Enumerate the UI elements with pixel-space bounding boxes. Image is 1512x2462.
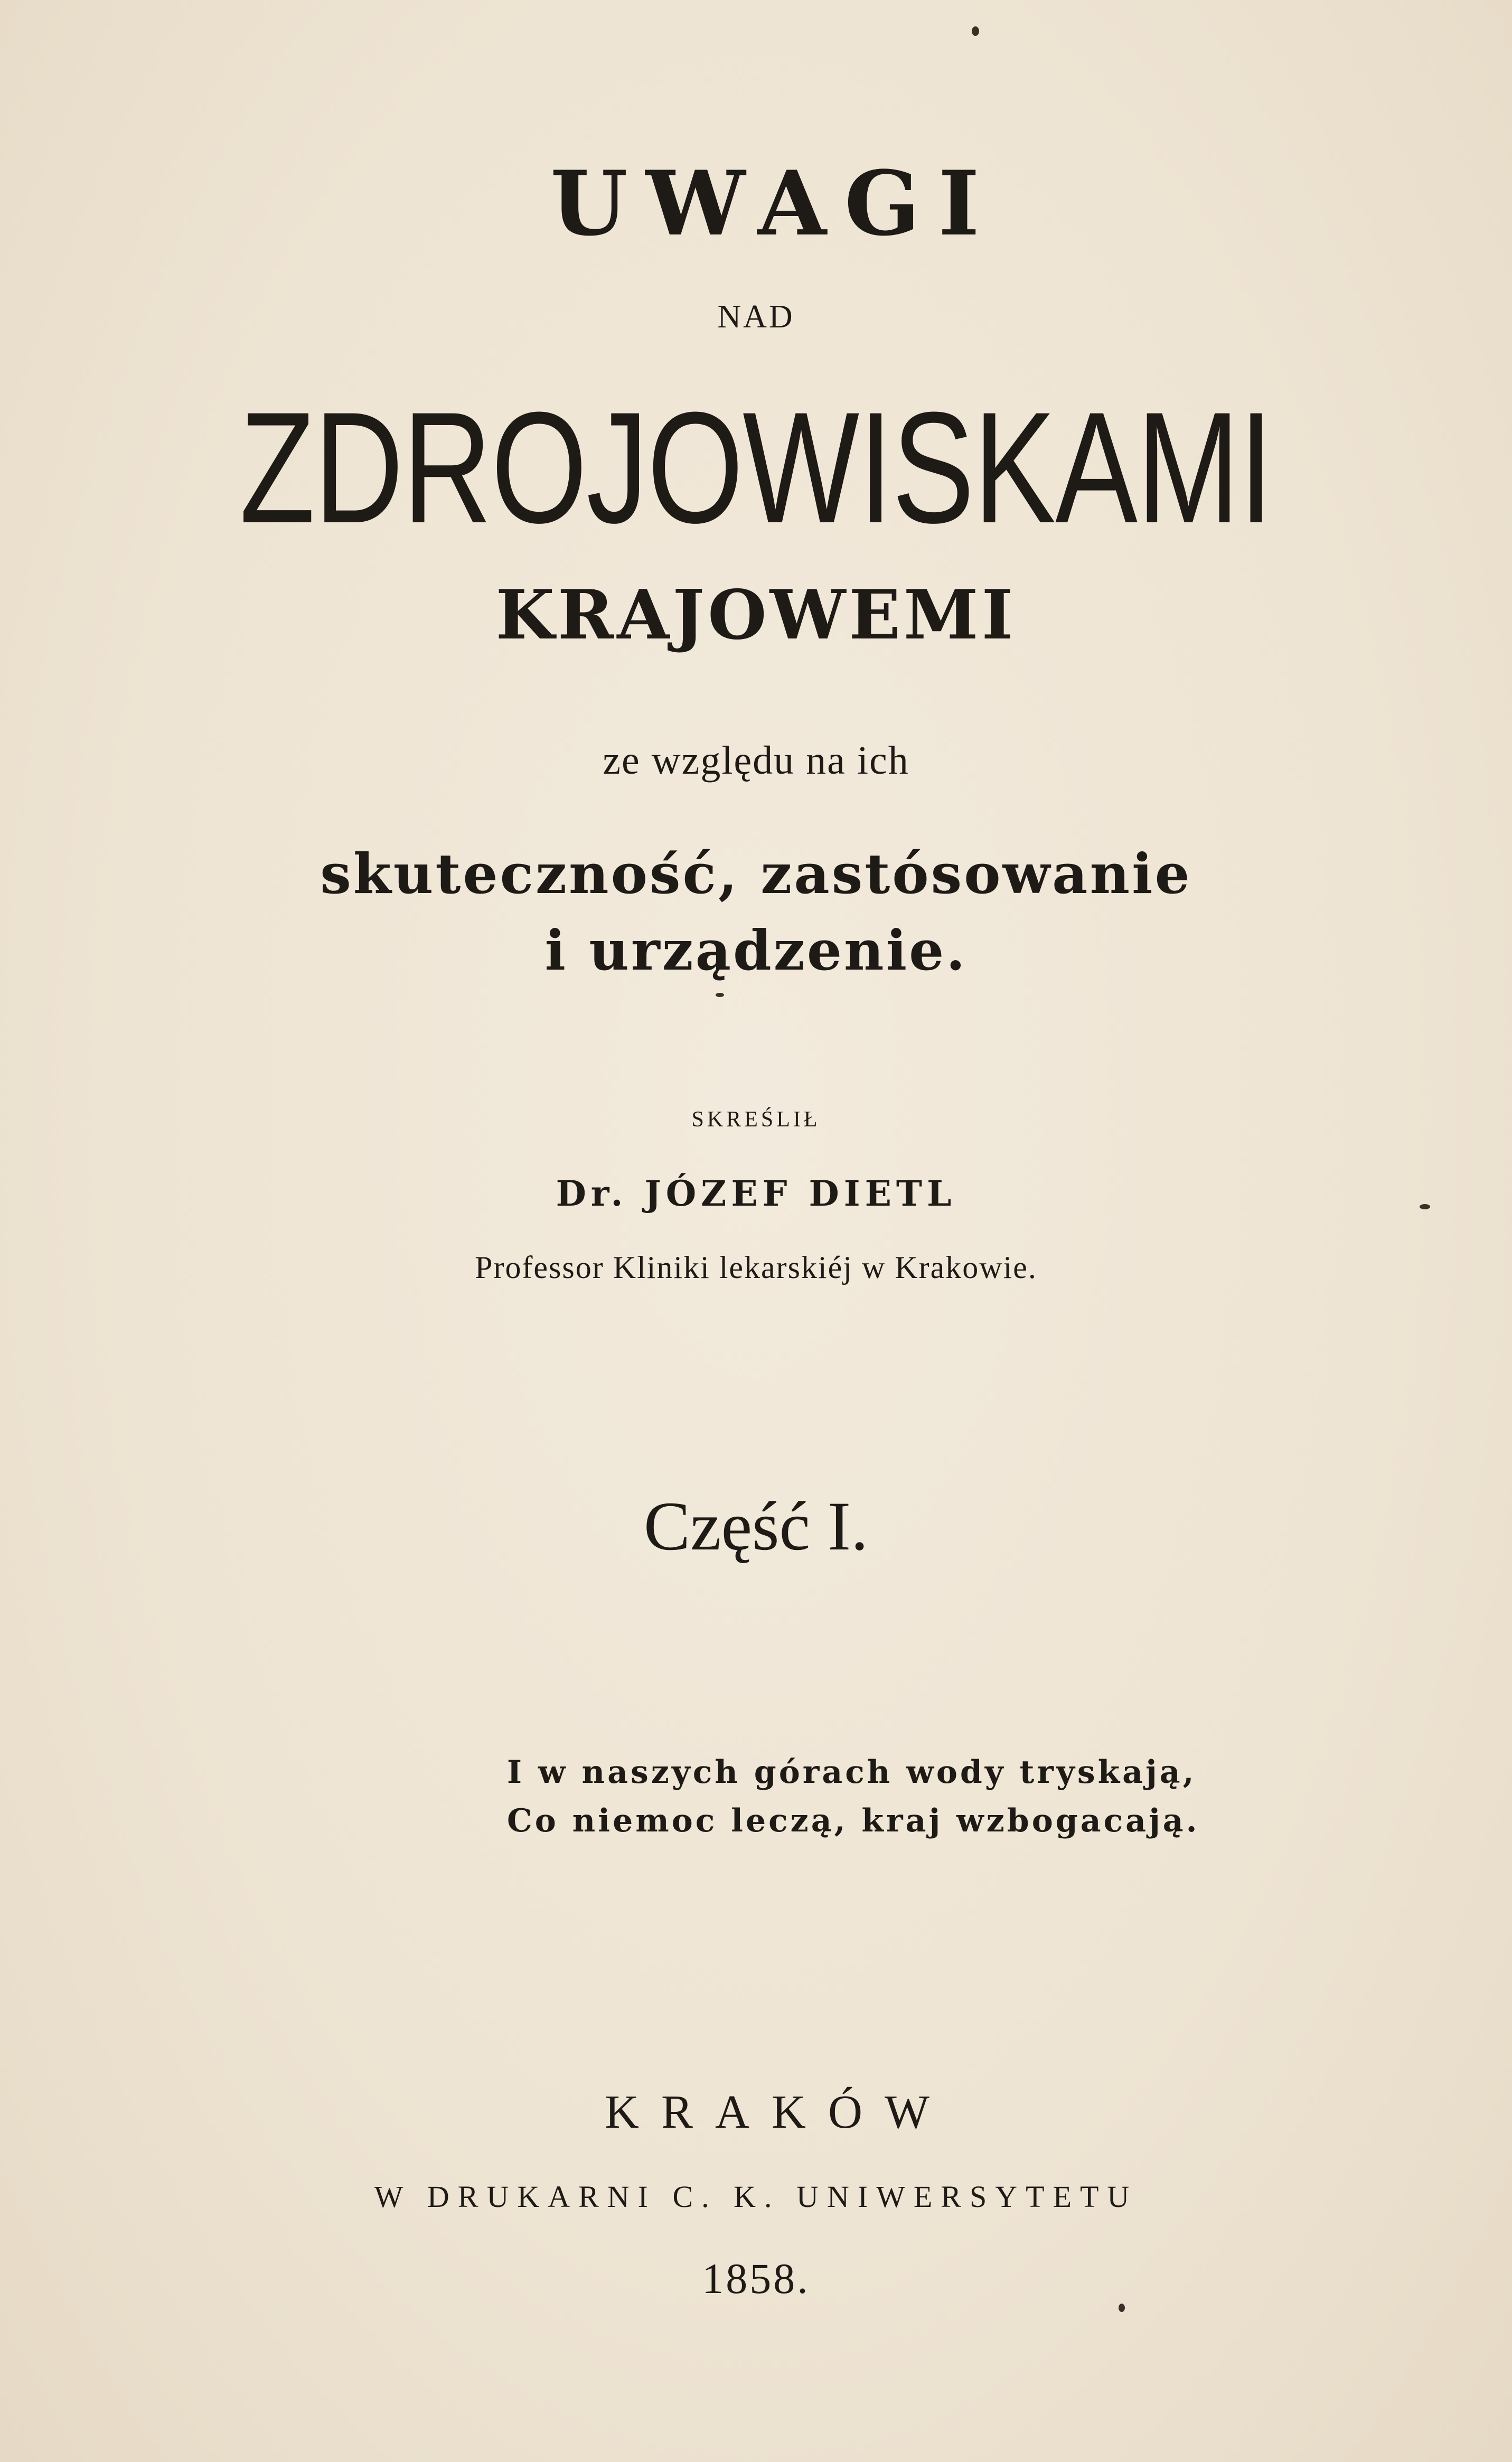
book-title-krajowemi: KRAJOWEMI (495, 576, 1017, 655)
subtitle-topics: skuteczność, zastósowanie (320, 841, 1192, 906)
part-number: Część I. (643, 1487, 869, 1565)
subtitle-intro: ze względu na ich (603, 738, 909, 783)
paper-speck (716, 993, 724, 997)
author-name: Dr. JÓZEF DIETL (556, 1173, 956, 1214)
motto-line: I w naszych górach wody tryskają, (507, 1754, 1197, 1791)
imprint-press: W DRUKARNI C. K. UNIWERSYTETU (374, 2179, 1138, 2214)
author-label: SKREŚLIŁ (691, 1107, 821, 1132)
author-title: Professor Kliniki lekarskiéj w Krakowie. (475, 1250, 1037, 1285)
book-title-nad: NAD (717, 299, 795, 335)
motto (507, 1748, 1331, 1845)
motto-line: Co niemoc leczą, kraj wzbogacają. (507, 1802, 1200, 1839)
imprint-year: 1858. (702, 2254, 810, 2303)
paper-speck (972, 26, 979, 36)
paper-speck (1119, 2304, 1125, 2312)
paper-speck (1420, 1204, 1430, 1209)
book-title-uwagi: UWAGI (550, 151, 998, 256)
book-title-main: ZDROJOWISKAMI (239, 379, 1273, 556)
imprint-city: KRAKÓW (605, 2086, 952, 2138)
subtitle-topics-end: i urządzenie. (544, 918, 968, 983)
